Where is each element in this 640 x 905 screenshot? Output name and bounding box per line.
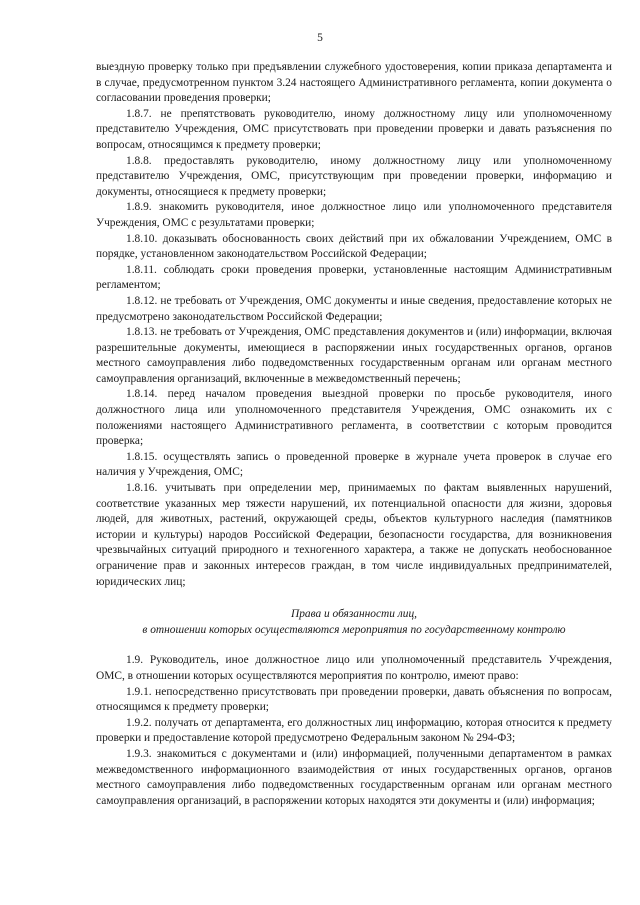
paragraph-1-8-16: 1.8.16. учитывать при определении мер, принимаемых по фактам выявленных нарушений, соответствие указанных мер тяжести нарушений, их потенциальной опасности для жизни, здоровья людей, для животных, растений, окружающей среды, объектов культурного наследия (памятников истории и культуры) народов Российской Федерации, безопасности государства, для возникновения чрезвычайных ситуаций природного и техногенного характера, а также не допускать необоснованное ограничение прав и законных интересов граждан, в том числе индивидуальных предпринимателей, юридических лиц; [96,482,612,588]
paragraph-1-8-7: 1.8.7. не препятствовать руководителю, иному должностному лицу или уполномоченному представителю Учреждения, ОМС присутствовать при проведении проверки и давать разъяснения по вопросам, относящимся к предмету проверки; [96,107,612,151]
section-heading-line2: в отношении которых осуществляются мероприятия по государственному контролю [142,623,566,636]
document-body [96,60,612,809]
paragraph-1-9-2: 1.9.2. получать от департамента, его должностных лиц информацию, которая относится к предмету проверки и предоставление которой предусмотрено Федеральным законом № 294-ФЗ; [96,716,612,745]
paragraph-1-8-14: 1.8.14. перед началом проведения выездной проверки по просьбе руководителя, иного должностного лица или уполномоченного представителя Учреждения, ОМС ознакомить их с положениями настоящего Административного регламента, в соответствии с которым проводится проверка; [96,388,612,448]
paragraph-1-9: 1.9. Руководитель, иное должностное лицо или уполномоченный представитель Учреждения, ОМС, в отношении которых осуществляются мероприятия по контролю, имеют право: [96,654,612,682]
paragraph-continuation: выездную проверку только при предъявлении служебного удостоверения, копии приказа департамента и в случае, предусмотренном пунктом 3.24 настоящего Административного регламента, копии документа о согласовании проведения проверки; [96,61,612,105]
paragraph-1-8-8: 1.8.8. предоставлять руководителю, иному должностному лицу или уполномоченному представителю Учреждения, ОМС, присутствующим при проведении проверки, информацию и документы, относящиеся к предмету проверки; [96,154,612,198]
paragraph-1-9-3: 1.9.3. знакомиться с документами и (или) информацией, полученными департаментом в рамках межведомственного информационного взаимодействия от иных государственных органов, органов местного самоуправления либо подведомственных государственным органам или органам местного самоуправления организаций, в распоряжении которых находятся эти документы и (или) информация; [96,747,612,807]
section-spacer-bottom [96,638,612,653]
paragraph-1-8-13: 1.8.13. не требовать от Учреждения, ОМС представления документов и (или) информации, включая разрешительные документы, имеющиеся в распоряжении иных государственных органов, органов местного самоуправления либо подведомственных государственным органам или органам местного самоуправления организаций, включенные в межведомственный перечень; [96,326,612,385]
page-number: 5 [317,32,323,44]
paragraph-1-8-10: 1.8.10. доказывать обоснованность своих действий при их обжаловании Учреждением, ОМС в порядке, установленном законодательством Российской Федерации; [96,232,612,261]
section-heading-line1: Права и обязанности лиц, [290,608,418,621]
paragraph-1-8-9: 1.8.9. знакомить руководителя, иное должностное лицо или уполномоченного представителя Учреждения, ОМС с результатами проверки; [96,201,612,229]
paragraph-1-8-12: 1.8.12. не требовать от Учреждения, ОМС документы и иные сведения, предоставление которых не предусмотрено законодательством Российской Федерации; [96,294,612,323]
section-spacer-top [96,590,612,607]
paragraph-1-8-15: 1.8.15. осуществлять запись о проведенной проверке в журнале учета проверок в случае его наличия у Учреждения, ОМС; [96,450,612,479]
paragraph-1-8-11: 1.8.11. соблюдать сроки проведения проверки, установленные настоящим Административным регламентом; [96,263,612,292]
paragraph-1-9-1: 1.9.1. непосредственно присутствовать при проведении проверки, давать объяснения по вопросам, относящимся к предмету проверки; [96,685,612,714]
